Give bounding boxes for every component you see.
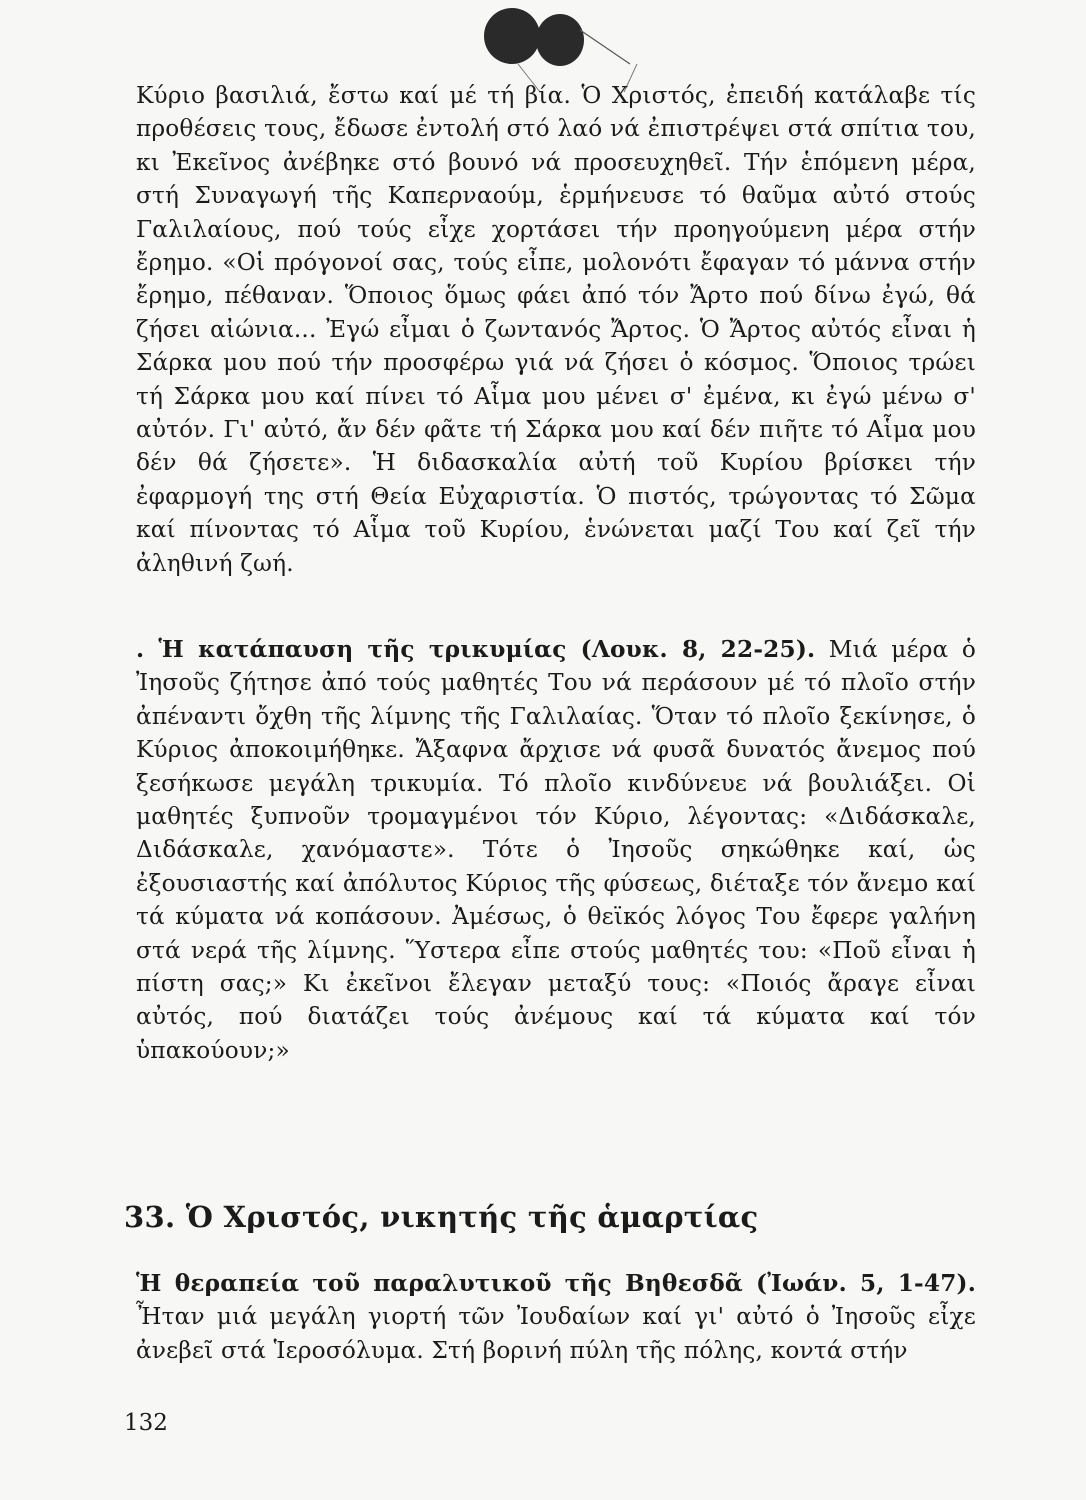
section-healing-paralytic-text: Ἦταν μιά μεγάλη γιορτή τῶν Ἰουδαίων καί γι' αὐτό ὁ Ἰησοῦς εἶχε ἀνεβεῖ στά Ἱεροσόλυμα. Στή βορινή πύλη τῆς πόλης, κοντά στήν [136, 1303, 976, 1364]
chapter-heading: 33. Ὁ Χριστός, νικητής τῆς ἁμαρτίας [124, 1200, 759, 1234]
page-number: 132 [124, 1410, 168, 1436]
section-calming-storm-text: Μιά μέρα ὁ Ἰησοῦς ζήτησε ἀπό τούς μαθητές Του νά περάσουν μέ τό πλοῖο στήν ἀπέναντι ὄχθη τῆς λίμνης τῆς Γαλιλαίας. Ὅταν τό πλοῖο ξεκίνησε, ὁ Κύριος ἀποκοιμήθηκε. Ἄξαφνα ἄρχισε νά φυσᾶ δυνατός ἄνεμος πού ξεσήκωσε μεγάλη τρικυμία. Τό πλοῖο κινδύνευε νά βουλιάξει. Οἱ μαθητές ξυπνοῦν τρομαγμένοι τόν Κύριο, λέγοντας: «Διδάσκαλε, Διδάσκαλε, χανόμαστε». Τότε ὁ Ἰησοῦς σηκώθηκε καί, ὡς ἐξουσιαστής καί ἀπόλυτος Κύριος τῆς φύσεως, διέταξε τόν ἄνεμο καί τά κύματα νά κοπάσουν. Ἀμέσως, ὁ θεϊκός λόγος Του ἔφερε γαλήνη στά νερά τῆς λίμνης. Ὕστερα εἶπε στούς μαθητές του: «Ποῦ εἶναι ἡ πίστη σας;» Κι ἐκεῖνοι ἔλεγαν μεταξύ τους: «Ποιός ἄραγε εἶναι αὐτός, πού διατάζει τούς ἀνέμους καί τά κύματα καί τόν ὑπακούουν;» [136, 636, 976, 1064]
section-healing-paralytic [136, 1267, 976, 1367]
section-healing-paralytic-title: Ἡ θεραπεία τοῦ παραλυτικοῦ τῆς Βηθεσδᾶ (Ἰωάν. 5, 1-47). [136, 1270, 976, 1297]
section-calming-storm-title: . Ἡ κατάπαυση τῆς τρικυμίας (Λουκ. 8, 22-25). [136, 636, 816, 663]
paragraph-bread-of-life: Κύριο βασιλιά, ἔστω καί μέ τή βία. Ὁ Χριστός, ἐπειδή κατάλαβε τίς προθέσεις τους, ἔδωσε ἐντολή στό λαό νά ἐπιστρέψει στά σπίτια του, κι Ἐκεῖνος ἀνέβηκε στό βουνό νά προσευχηθεῖ. Τήν ἑπόμενη μέρα, στή Συναγωγή τῆς Καπερναούμ, ἑρμήνευσε τό θαῦμα αὐτό στούς Γαλιλαίους, πού τούς εἶχε χορτάσει τήν προηγούμενη μέρα στήν ἔρημο. «Οἱ πρόγονοί σας, τούς εἶπε, μολονότι ἔφαγαν τό μάννα στήν ἔρημο, πέθαναν. Ὅποιος ὅμως φάει ἀπό τόν Ἄρτο πού δίνω ἐγώ, θά ζήσει αἰώνια... Ἐγώ εἶμαι ὁ ζωντανός Ἄρτος. Ὁ Ἄρτος αὐτός εἶναι ἡ Σάρκα μου πού τήν προσφέρω γιά νά ζήσει ὁ κόσμος. Ὅποιος τρώει τή Σάρκα μου καί πίνει τό Αἷμα μου μένει σ' ἐμένα, κι ἐγώ μένω σ' αὐτόν. Γι' αὐτό, ἄν δέν φᾶτε τή Σάρκα μου καί δέν πιῆτε τό Αἷμα μου δέν θά ζήσετε». Ἡ διδασκαλία αὐτή τοῦ Κυρίου βρίσκει τήν ἐφαρμογή της στή Θεία Εὐχαριστία. Ὁ πιστός, τρώγοντας τό Σῶμα καί πίνοντας τό Αἷμα τοῦ Κυρίου, ἑνώνεται μαζί Του καί ζεῖ τήν ἀληθινή ζωή. [136, 82, 976, 577]
section-calming-storm [136, 633, 976, 1067]
